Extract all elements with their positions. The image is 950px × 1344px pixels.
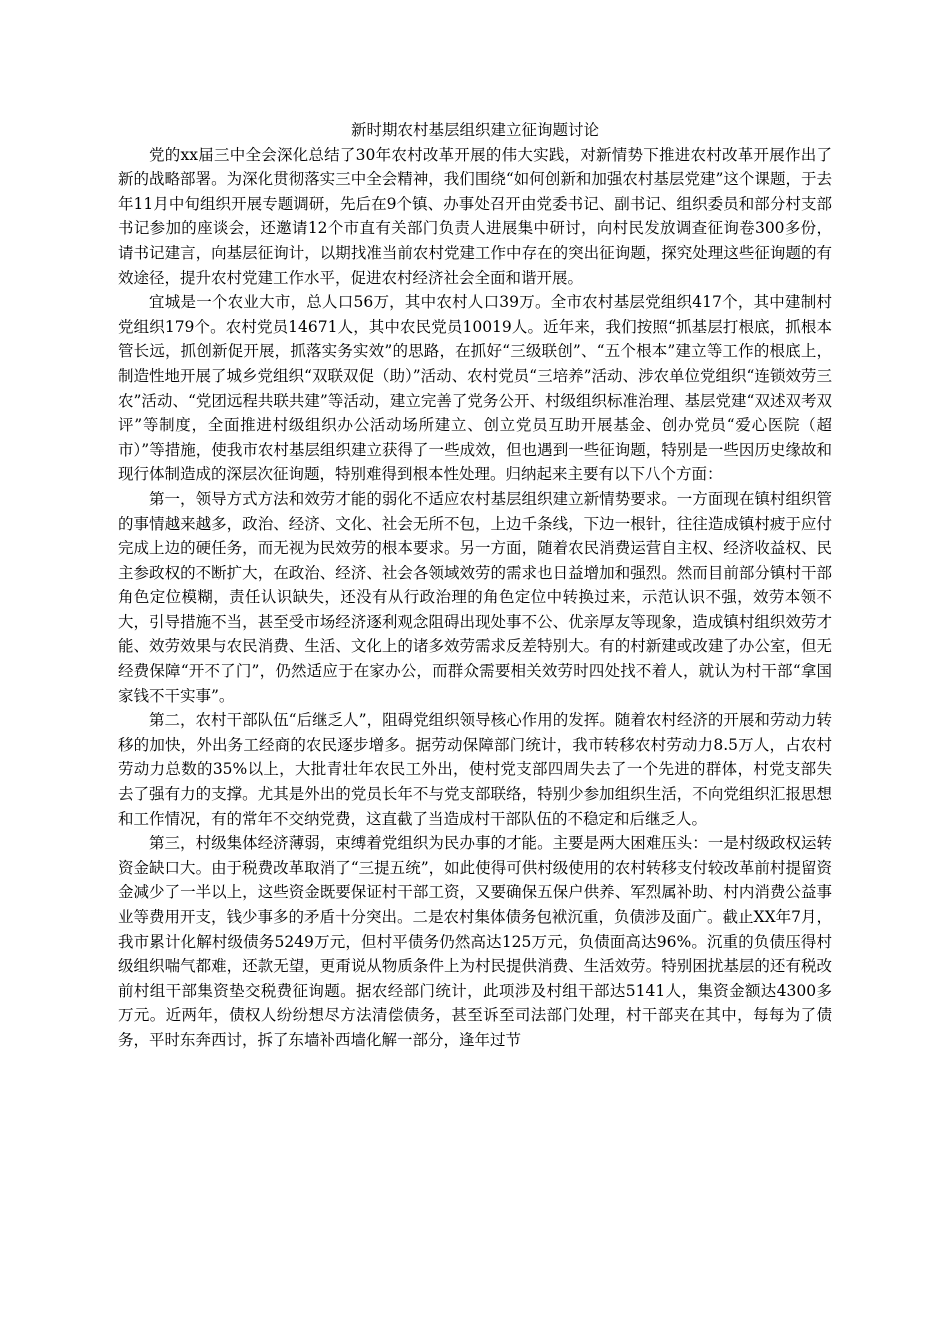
document-title: 新时期农村基层组织建立征询题讨论 bbox=[350, 121, 599, 139]
document-page bbox=[118, 118, 832, 1053]
paragraph-point-one: 第一，领导方式方法和效劳才能的弱化不适应农村基层组织建立新情势要求。一方面现在镇村组织管的事情越来越多，政治、经济、文化、社会无所不包，上边千条线，下边一根针，往往造成镇村疲于应付完成上边的硬任务，而无视为民效劳的根本要求。另一方面，随着农民消费运营自主权、经济收益权、民主参政权的不断扩大，在政治、经济、社会各领域效劳的需求也日益增加和强烈。然而目前部分镇村干部角色定位模糊，责任认识缺失，还没有从行政治理的角色定位中转换过来，示范认识不强，效劳本领不大，引导措施不当，甚至受市场经济逐利观念阻碍出现处事不公、优亲厚友等现象，造成镇村组织效劳才能、效劳效果与农民消费、生活、文化上的诸多效劳需求反差特别大。有的村新建或改建了办公室，但无经费保障“开不了门”，仍然适应于在家办公，而群众需要相关效劳时四处找不着人，就认为村干部“拿国家钱不干实事”。 bbox=[118, 489, 832, 705]
paragraph-point-two: 第二，农村干部队伍“后继乏人”，阻碍党组织领导核心作用的发挥。随着农村经济的开展和劳动力转移的加快，外出务工经商的农民逐步增多。据劳动保障部门统计，我市转移农村劳动力8.5万人，占农村劳动力总数的35%以上，大批青壮年农民工外出，使村党支部四周失去了一个先进的群体，村党支部失去了强有力的支撑。尤其是外出的党员长年不与党支部联络，特别少参加组织生活，不向党组织汇报思想和工作情况，有的常年不交纳党费，这直截了当造成村干部队伍的不稳定和后继乏人。 bbox=[118, 711, 832, 828]
paragraph-overview: 宜城是一个农业大市，总人口56万，其中农村人口39万。全市农村基层党组织417个，其中建制村党组织179个。农村党员14671人，其中农民党员10019人。近年来，我们按照“抓基层打根底，抓根本管长远，抓创新促开展，抓落实务实效”的思路，在抓好“三级联创”、“五个根本”建立等工作的根底上，制造性地开展了城乡党组织“双联双促（助）”活动、农村党员“三培养”活动、涉农单位党组织“连锁效劳三农”活动、“党团远程共联共建”等活动，建立完善了党务公开、村级组织标准治理、基层党建“双述双考双评”等制度，全面推进村级组织办公活动场所建立、创立党员互助开展基金、创办党员“爱心医院（超市）”等措施，使我市农村基层组织建立获得了一些成效，但也遇到一些征询题，特别是一些因历史缘故和现行体制造成的深层次征询题，特别难得到根本性处理。归纳起来主要有以下八个方面： bbox=[118, 293, 832, 484]
paragraph-point-three: 第三，村级集体经济薄弱，束缚着党组织为民办事的才能。主要是两大困难压头：一是村级政权运转资金缺口大。由于税费改革取消了“三提五统”，如此使得可供村级使用的农村转移支付较改革前村提留资金减少了一半以上，这些资金既要保证村干部工资，又要确保五保户供养、军烈属补助、村内消费公益事业等费用开支，钱少事多的矛盾十分突出。二是农村集体债务包袱沉重，负债涉及面广。截止XX年7月，我市累计化解村级债务5249万元，但村平债务仍然高达125万元，负债面高达96%。沉重的负债压得村级组织喘气都难，还款无望，更甭说从物质条件上为村民提供消费、生活效劳。特别困扰基层的还有税改前村组干部集资垫交税费征询题。据农经部门统计，此项涉及村组干部达5141人，集资金额达4300多万元。近两年，债权人纷纷想尽方法清偿债务，甚至诉至司法部门处理，村干部夹在其中，每每为了债务，平时东奔西讨，拆了东墙补西墙化解一部分，逢年过节 bbox=[118, 834, 832, 1049]
paragraph-intro: 党的xx届三中全会深化总结了30年农村改革开展的伟大实践，对新情势下推进农村改革开展作出了新的战略部署。为深化贯彻落实三中全会精神，我们围绕“如何创新和加强农村基层党建”这个课题，于去年11月中旬组织开展专题调研，先后在9个镇、办事处召开由党委书记、副书记、组织委员和部分村支部书记参加的座谈会，还邀请12个市直有关部门负责人进展集中研讨，向村民发放调查征询卷300多份，请书记建言，向基层征询计，以期找准当前农村党建工作中存在的突出征询题，探究处理这些征询题的有效途径，提升农村党建工作水平，促进农村经济社会全面和谐开展。 bbox=[118, 145, 832, 287]
